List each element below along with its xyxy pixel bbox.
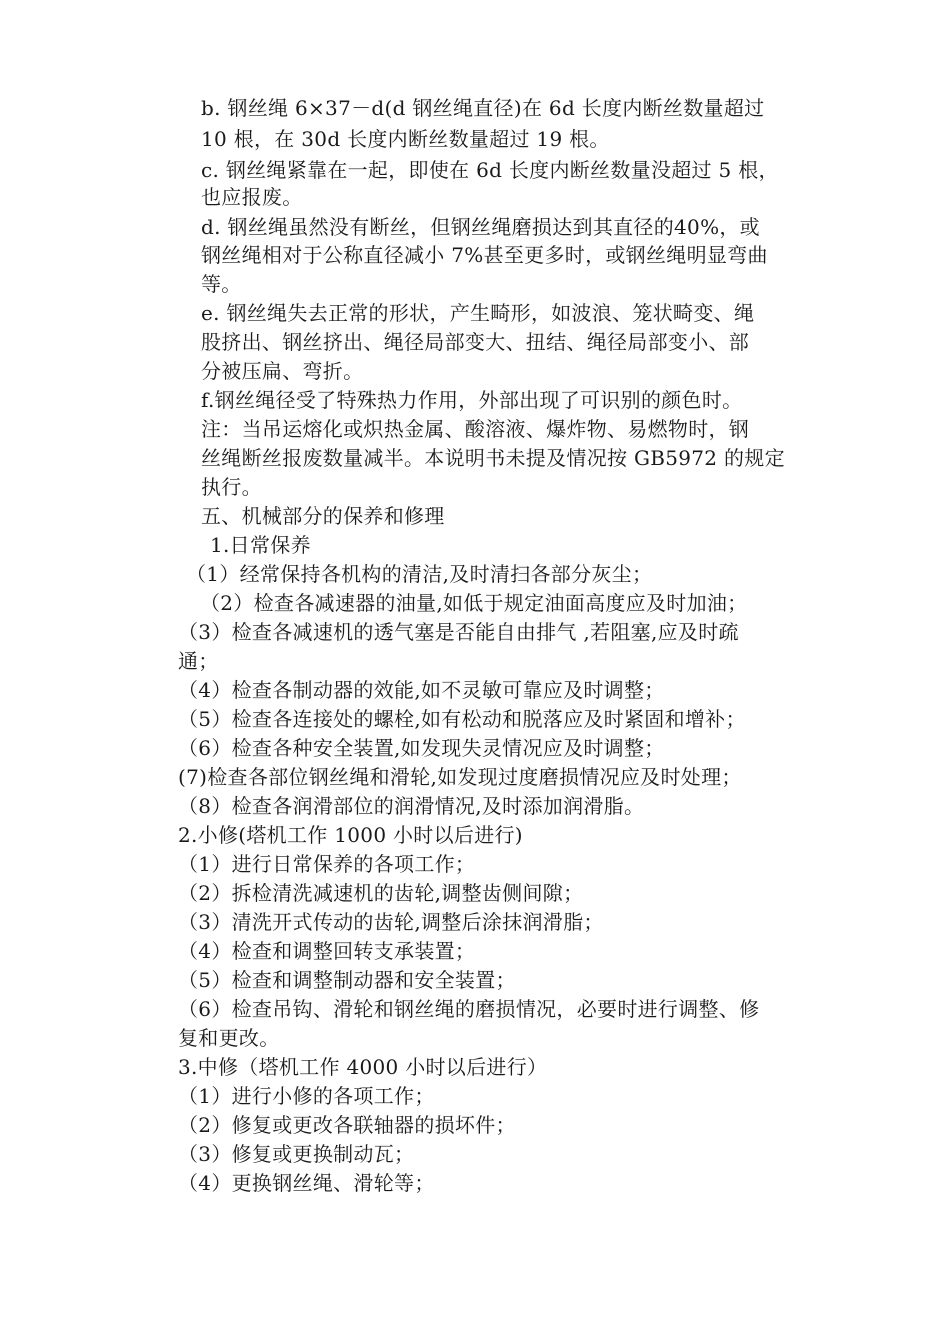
text-line: 等。 — [201, 272, 242, 296]
text-line: 也应报废。 — [201, 185, 303, 209]
list-item: (7)检查各部位钢丝绳和滑轮,如发现过度磨损情况应及时处理； — [178, 765, 742, 789]
list-item: （3）修复或更换制动瓦； — [178, 1142, 415, 1166]
text-line: 分被压扁、弯折。 — [201, 359, 364, 383]
list-item: （5）检查各连接处的螺栓,如有松动和脱落应及时紧固和增补； — [178, 707, 746, 731]
list-item: （4）更换钢丝绳、滑轮等； — [178, 1171, 435, 1195]
list-item: （3）检查各减速机的透气塞是否能自由排气 ,若阻塞,应及时疏 — [178, 620, 739, 644]
text-line: 注：当吊运熔化或炽热金属、酸溶液、爆炸物、易燃物时，钢 — [201, 417, 750, 441]
list-item: （1）进行小修的各项工作； — [178, 1084, 435, 1108]
text-line: 股挤出、钢丝挤出、绳径局部变大、扭结、绳径局部变小、部 — [201, 330, 750, 354]
text-line: e. 钢丝绳失去正常的形状，产生畸形，如波浪、笼状畸变、绳 — [201, 301, 755, 325]
list-item: （1）经常保持各机构的清洁,及时清扫各部分灰尘； — [186, 562, 653, 586]
list-item: 通； — [178, 649, 219, 673]
subsection-heading: 1.日常保养 — [210, 533, 311, 557]
list-item: （2）检查各减速器的油量,如低于规定油面高度应及时加油； — [200, 591, 748, 615]
text-line: 丝绳断丝报废数量减半。本说明书未提及情况按 GB5972 的规定 — [201, 446, 785, 470]
list-item: （1）进行日常保养的各项工作； — [178, 852, 476, 876]
text-line: 10 根，在 30d 长度内断丝数量超过 19 根。 — [201, 127, 610, 151]
text-line: 钢丝绳相对于公称直径减小 7%甚至更多时，或钢丝绳明显弯曲 — [201, 243, 768, 267]
list-item: （6）检查各种安全装置,如发现失灵情况应及时调整； — [178, 736, 665, 760]
text-line: c. 钢丝绳紧靠在一起，即使在 6d 长度内断丝数量没超过 5 根， — [201, 158, 779, 182]
list-item: （5）检查和调整制动器和安全装置； — [178, 968, 516, 992]
list-item: （2）拆检清洗减速机的齿轮,调整齿侧间隙； — [178, 881, 584, 905]
text-line: f.钢丝绳径受了特殊热力作用，外部出现了可识别的颜色时。 — [201, 388, 743, 412]
list-item: （6）检查吊钩、滑轮和钢丝绳的磨损情况，必要时进行调整、修 — [178, 997, 760, 1021]
list-item: 复和更改。 — [178, 1026, 280, 1050]
list-item: （8）检查各润滑部位的润滑情况,及时添加润滑脂。 — [178, 794, 645, 818]
text-line: b. 钢丝绳 6×37－d(d 钢丝绳直径)在 6d 长度内断丝数量超过 — [201, 96, 765, 120]
list-item: （4）检查和调整回转支承装置； — [178, 939, 476, 963]
list-item: （4）检查各制动器的效能,如不灵敏可靠应及时调整； — [178, 678, 665, 702]
list-item: （3）清洗开式传动的齿轮,调整后涂抹润滑脂； — [178, 910, 604, 934]
section-heading: 五、机械部分的保养和修理 — [201, 504, 445, 528]
text-line: d. 钢丝绳虽然没有断丝，但钢丝绳磨损达到其直径的40%，或 — [201, 215, 760, 239]
text-line: 执行。 — [201, 475, 262, 499]
subsection-heading: 3.中修（塔机工作 4000 小时以后进行） — [178, 1055, 548, 1079]
list-item: （2）修复或更改各联轴器的损坏件； — [178, 1113, 516, 1137]
subsection-heading: 2.小修(塔机工作 1000 小时以后进行) — [178, 823, 523, 847]
